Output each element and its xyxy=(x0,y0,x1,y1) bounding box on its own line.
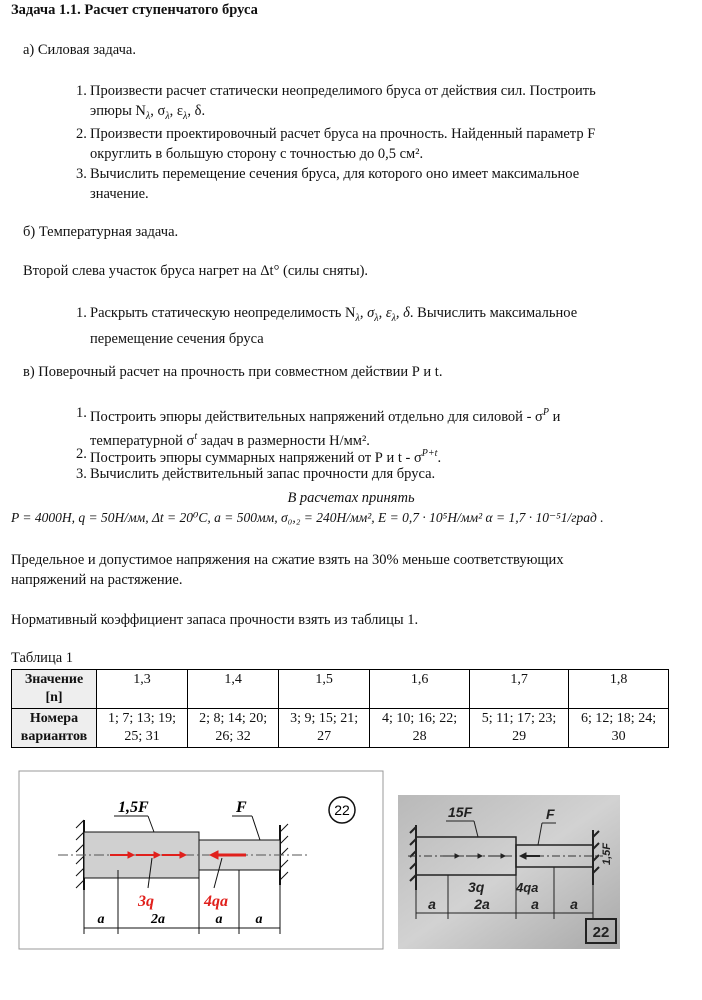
item-text-part: задач в размерности Н/мм². xyxy=(197,432,370,449)
photo-label-F: F xyxy=(546,806,555,822)
item-number: 3. xyxy=(76,466,87,482)
table-cell: 1,5 xyxy=(279,670,370,709)
item-text: Раскрыть статическую неопределимость $N_\lambda$, $\sigma_\lambda$, $\varepsilon_\lambda$, δ. Вычислить максимальное xyxy=(90,305,578,324)
item-text-part: Раскрыть статическую неопределимость N xyxy=(90,305,356,321)
section-a-heading: а) Силовая задача. xyxy=(23,42,136,58)
force-label-15F: 1,5F xyxy=(118,799,149,816)
table-cell: 1,7 xyxy=(469,670,568,709)
dim-label: a xyxy=(215,912,223,927)
table-caption: Таблица 1 xyxy=(11,650,74,666)
photo-side-label: 1,5F xyxy=(601,842,613,865)
header-text: вариантов xyxy=(20,729,88,744)
bar-diagram xyxy=(18,770,384,950)
photo-dim-label: 2a xyxy=(474,896,490,912)
table-cell xyxy=(370,709,470,748)
cell-text: 6; 12; 18; 24; xyxy=(581,711,657,726)
dim-label: a xyxy=(97,912,105,927)
dimension-line xyxy=(84,870,280,934)
dim-label: 2a xyxy=(151,912,165,927)
item-number: 2. xyxy=(76,446,87,462)
photo-label-15F: 15F xyxy=(448,804,473,820)
section-b-heading: б) Температурная задача. xyxy=(23,224,179,240)
variant-number: 22 xyxy=(334,802,350,818)
table-cell xyxy=(97,709,188,748)
paragraph-line: напряжений на растяжение. xyxy=(11,572,183,588)
cell-text: 28 xyxy=(412,729,427,744)
item-text-line2: перемещение сечения бруса xyxy=(90,330,264,347)
section-c-heading: в) Поверочный расчет на прочность при совместном действии Р и t. xyxy=(23,364,443,380)
table-cell xyxy=(469,709,568,748)
section-b-note: Второй слева участок бруса нагрет на Δt° (силы сняты). xyxy=(23,263,369,279)
header-text: Значение xyxy=(24,672,84,687)
table-cell xyxy=(188,709,279,748)
table-cell xyxy=(279,709,370,748)
item-text: Вычислить перемещение сечения бруса, для которого оно имеет максимальное xyxy=(90,166,580,182)
dim-label: a xyxy=(255,912,263,927)
table-cell: 1,3 xyxy=(97,670,188,709)
item-text: Произвести проектировочный расчет бруса на прочность. Найденный параметр F xyxy=(90,126,596,142)
item-text: Вычислить действительный запас прочности для бруса. xyxy=(90,466,436,482)
item-text-part: , σ xyxy=(150,103,166,119)
cell-text: 25; 31 xyxy=(124,729,160,744)
item-number: 1. xyxy=(76,405,87,421)
cell-text: 2; 8; 14; 20; xyxy=(199,711,268,726)
item-text-line2: округлить в большую сторону с точностью до 0,5 см². xyxy=(90,146,424,162)
item-number: 1. xyxy=(76,305,87,321)
cell-text: 5; 11; 17; 23; xyxy=(481,711,557,726)
load-label-4qa: 4qa xyxy=(204,893,228,910)
cell-text: 1; 7; 13; 19; xyxy=(108,711,177,726)
photo-dim-label: a xyxy=(570,896,578,912)
cell-text: 26; 32 xyxy=(215,729,251,744)
superscript: P+t xyxy=(421,448,438,459)
item-text-part: , ε xyxy=(169,103,184,119)
item-text-line2: значение. xyxy=(90,186,149,202)
paragraph: Нормативный коэффициент запаса прочности взять из таблицы 1. xyxy=(11,612,419,628)
params-line: P = 4000Н, q = 50Н/мм, Δt = 20⁰C, a = 500мм, σ₀,₂ = 240Н/мм², E = 0,7 · 10⁵Н/мм² α = 1,7 · 10⁻⁵1/град . xyxy=(11,510,604,525)
cell-text: 4; 10; 16; 22; xyxy=(382,711,458,726)
photo-label-3q: 3q xyxy=(468,879,485,895)
item-text xyxy=(90,403,670,427)
item-number: 3. xyxy=(76,166,87,182)
item-text-part: , δ. xyxy=(187,103,206,119)
item-number: 1. xyxy=(76,83,87,99)
header-text: [n] xyxy=(45,690,63,705)
table-cell: 1,8 xyxy=(569,670,669,709)
item-text-part: Построить эпюры действительных напряжений отдельно для силовой - σ xyxy=(90,408,543,425)
photo-diagram xyxy=(398,795,620,949)
load-label-3q: 3q xyxy=(138,893,154,910)
table-cell: 1,4 xyxy=(188,670,279,709)
header-text: Номера xyxy=(29,711,79,726)
cell-text: 27 xyxy=(317,729,332,744)
coefficient-table xyxy=(11,669,669,748)
cell-text: 3; 9; 15; 21; xyxy=(290,711,359,726)
accept-heading: В расчетах принять xyxy=(287,490,415,506)
table-cell: 1,6 xyxy=(370,670,470,709)
force-label-F: F xyxy=(236,799,247,816)
item-text: Произвести расчет статически неопределимого бруса от действия сил. Построить xyxy=(90,83,596,99)
cell-text: 29 xyxy=(512,729,527,744)
table-header-cell xyxy=(12,670,97,709)
photo-dim-label: a xyxy=(428,896,436,912)
item-text-part: . xyxy=(437,449,442,466)
paragraph-line: Предельное и допустимое напряжения на сжатие взять на 30% меньше соответствующих xyxy=(11,552,564,568)
item-text-part: температурной σ xyxy=(90,432,195,449)
table-header-cell xyxy=(12,709,97,748)
superscript: t xyxy=(194,430,198,442)
page-title: Задача 1.1. Расчет ступенчатого бруса xyxy=(11,2,258,18)
photo-dim-label: a xyxy=(531,896,539,912)
cell-text: 30 xyxy=(611,729,626,744)
item-number: 2. xyxy=(76,126,87,142)
item-text-part: эпюры N xyxy=(90,103,146,119)
item-text-part: Построить эпюры суммарных напряжений от Р и t - σ xyxy=(90,449,422,466)
item-text-line2: эпюры $N_\lambda$, $\sigma_\lambda$, $\varepsilon_\lambda$, δ. xyxy=(90,103,206,122)
item-text-part: . Вычислить максимальное xyxy=(409,305,578,321)
photo-label-4qa: 4qa xyxy=(516,880,539,895)
table-row xyxy=(12,670,669,709)
table-row xyxy=(12,709,669,748)
photo-variant-number: 22 xyxy=(592,924,610,941)
item-text-part: и xyxy=(548,408,561,425)
table-cell xyxy=(569,709,669,748)
superscript: P xyxy=(542,407,549,418)
